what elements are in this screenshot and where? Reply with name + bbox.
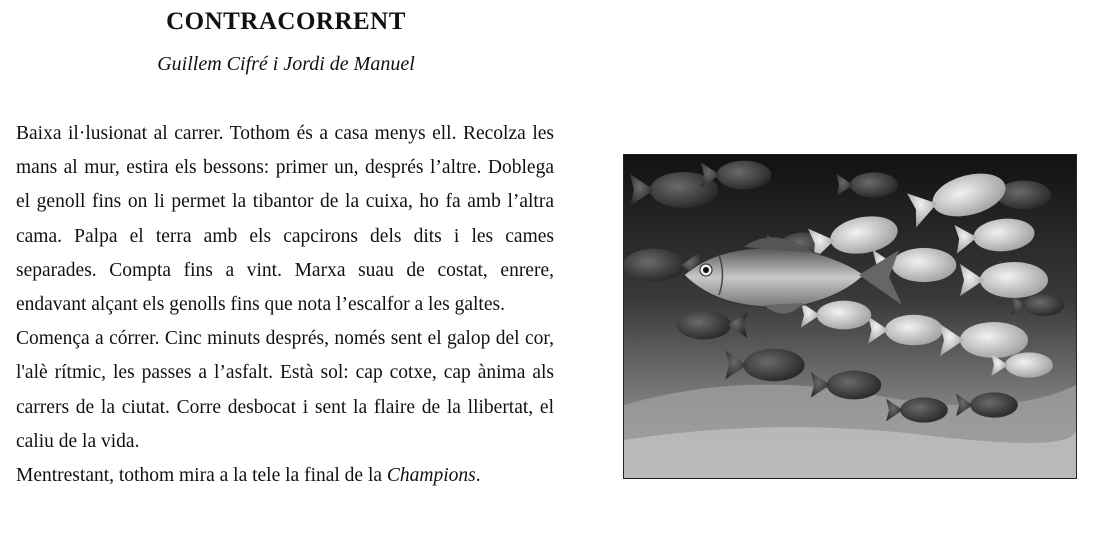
story-paragraph-1: Baixa il·lusionat al carrer. Tothom és a casa menys ell. Recolza les mans al mur, estira els bessons: primer un, després l’altre. Doblega el genoll fins on li permet la tibantor de la cuixa, ho fa amb l’altra cama. Palpa el terra amb els capcirons dels dits i les cames separades. Compta fins a vint. Marxa suau de costat, enrere, endavant alçant els genolls fins que nota l’escalfor a les galtes. — [16, 123, 554, 316]
champions-emphasis: Champions — [386, 465, 476, 487]
story-paragraph-3 — [16, 459, 554, 493]
story-paragraph-2: Comença a córrer. Cinc minuts després, només sent el galop del cor, l'alè rítmic, les passes a l’asfalt. Està sol: cap cotxe, cap ànima als carrers de la ciutat. Corre desbocat i sent la flaire de la llibertat, el caliu de la vida. — [16, 328, 554, 452]
fish-school-photo — [623, 154, 1077, 479]
story-authors: Guillem Cifré i Jordi de Manuel — [157, 53, 415, 75]
story-paragraph-3-end: . — [475, 465, 481, 487]
story-paragraph-3-text: Mentrestant, tothom mira a la tele la final de la — [16, 465, 387, 487]
fish-school-illustration — [624, 155, 1076, 478]
story-text — [16, 117, 554, 493]
story-title: CONTRACORRENT — [166, 8, 406, 35]
